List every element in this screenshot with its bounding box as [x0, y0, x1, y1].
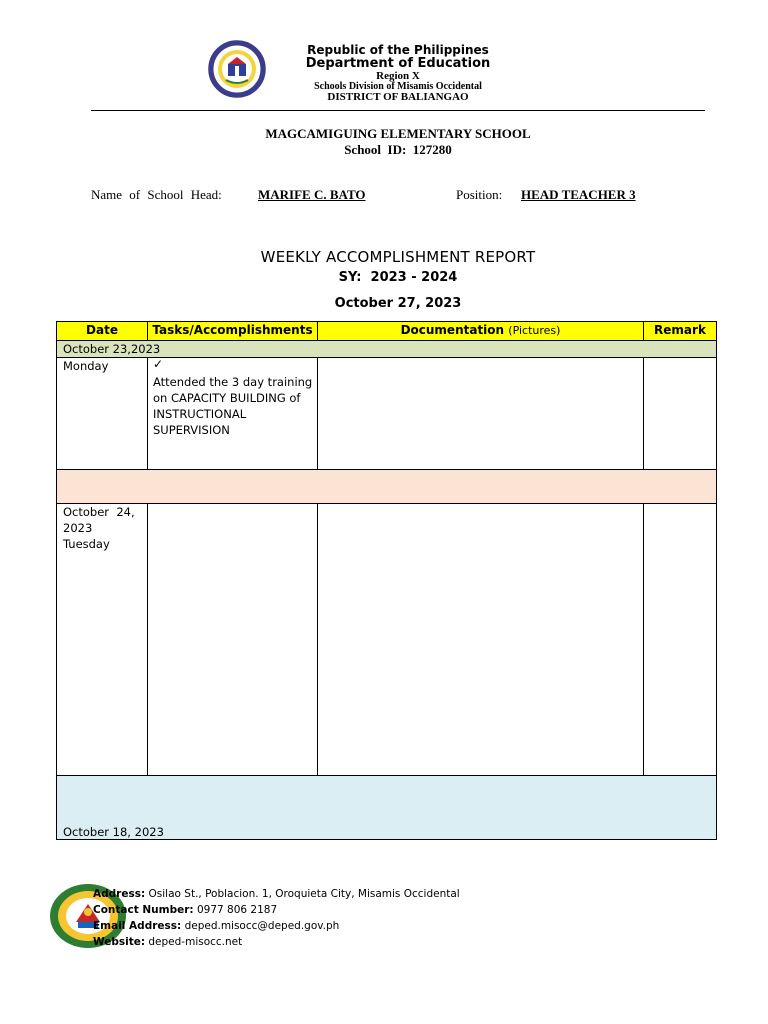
school-head-name: MARIFE C. BATO: [258, 187, 366, 202]
section-row: [57, 341, 716, 357]
bottom-date: October 18, 2023: [63, 825, 164, 839]
row2-date-line2: 2023: [63, 521, 93, 535]
documentation-sublabel: (Pictures): [508, 324, 561, 337]
grid-line: [147, 503, 148, 776]
footer-contact-number: [93, 902, 460, 918]
position-label: Position:: [456, 187, 503, 202]
address-value: Osilao St., Poblacion. 1, Oroquieta City, Misamis Occidental: [148, 888, 460, 900]
letterhead-division: Schools Division of Misamis Occidental: [314, 81, 482, 92]
letterhead: [270, 44, 526, 103]
school-name: MAGCAMIGUING ELEMENTARY SCHOOL: [265, 126, 531, 141]
column-header-tasks: Tasks/Accomplishments: [148, 322, 317, 340]
footer-address: [93, 886, 460, 902]
school-year: SY: 2023 - 2024: [338, 270, 458, 285]
grid-line: [643, 357, 644, 470]
column-header-date: Date: [57, 322, 147, 340]
footer-email: [93, 918, 460, 934]
row2-day: Tuesday: [63, 537, 110, 551]
address-label: Address:: [93, 888, 146, 900]
grid-line: [317, 322, 318, 341]
letterhead-district: DISTRICT OF BALIANGAO: [327, 91, 469, 103]
bottom-row: [57, 776, 716, 839]
header-divider: [91, 110, 705, 111]
school-id: School ID: 127280: [344, 142, 452, 157]
row2-date-line1: October 24,: [63, 505, 135, 519]
section-date: October 23,2023: [63, 342, 161, 356]
grid-line: [147, 322, 148, 341]
accomplishment-table: [56, 321, 717, 840]
grid-line: [57, 340, 716, 341]
report-title: WEEKLY ACCOMPLISHMENT REPORT: [260, 248, 536, 266]
grid-line: [317, 503, 318, 776]
website-value[interactable]: deped-misocc.net: [148, 936, 243, 948]
check-icon: ✓: [153, 357, 164, 371]
report-date: October 27, 2023: [334, 296, 462, 311]
position-value: HEAD TEACHER 3: [521, 187, 636, 202]
row1-task: Attended the 3 day training on CAPACITY BUILDING of INSTRUCTIONAL SUPERVISION: [153, 375, 313, 437]
grid-line: [643, 503, 644, 776]
grid-line: [147, 357, 148, 470]
column-header-remark: Remark: [644, 322, 716, 340]
contact-label: Contact Number:: [93, 904, 194, 916]
deped-seal-logo: [208, 40, 266, 98]
column-header-documentation: [318, 322, 643, 340]
letterhead-country: Republic of the Philippines: [307, 43, 489, 57]
letterhead-department: Department of Education: [305, 56, 491, 71]
footer-contact: [93, 886, 460, 950]
grid-line: [57, 503, 716, 504]
letterhead-region: Region X: [376, 70, 420, 82]
grid-line: [57, 775, 716, 776]
grid-line: [57, 469, 716, 470]
school-head-label: Name of School Head:: [91, 187, 222, 202]
school-block: [0, 126, 768, 158]
row1-day: Monday: [63, 359, 109, 373]
email-label: Email Address:: [93, 920, 182, 932]
email-value[interactable]: deped.misocc@deped.gov.ph: [184, 920, 340, 932]
spacer-row: [57, 470, 716, 503]
grid-line: [643, 322, 644, 341]
footer-website: [93, 934, 460, 950]
documentation-label: Documentation: [400, 323, 505, 337]
grid-line: [317, 357, 318, 470]
contact-value: 0977 806 2187: [196, 904, 278, 916]
grid-line: [57, 357, 716, 358]
website-label: Website:: [93, 936, 146, 948]
